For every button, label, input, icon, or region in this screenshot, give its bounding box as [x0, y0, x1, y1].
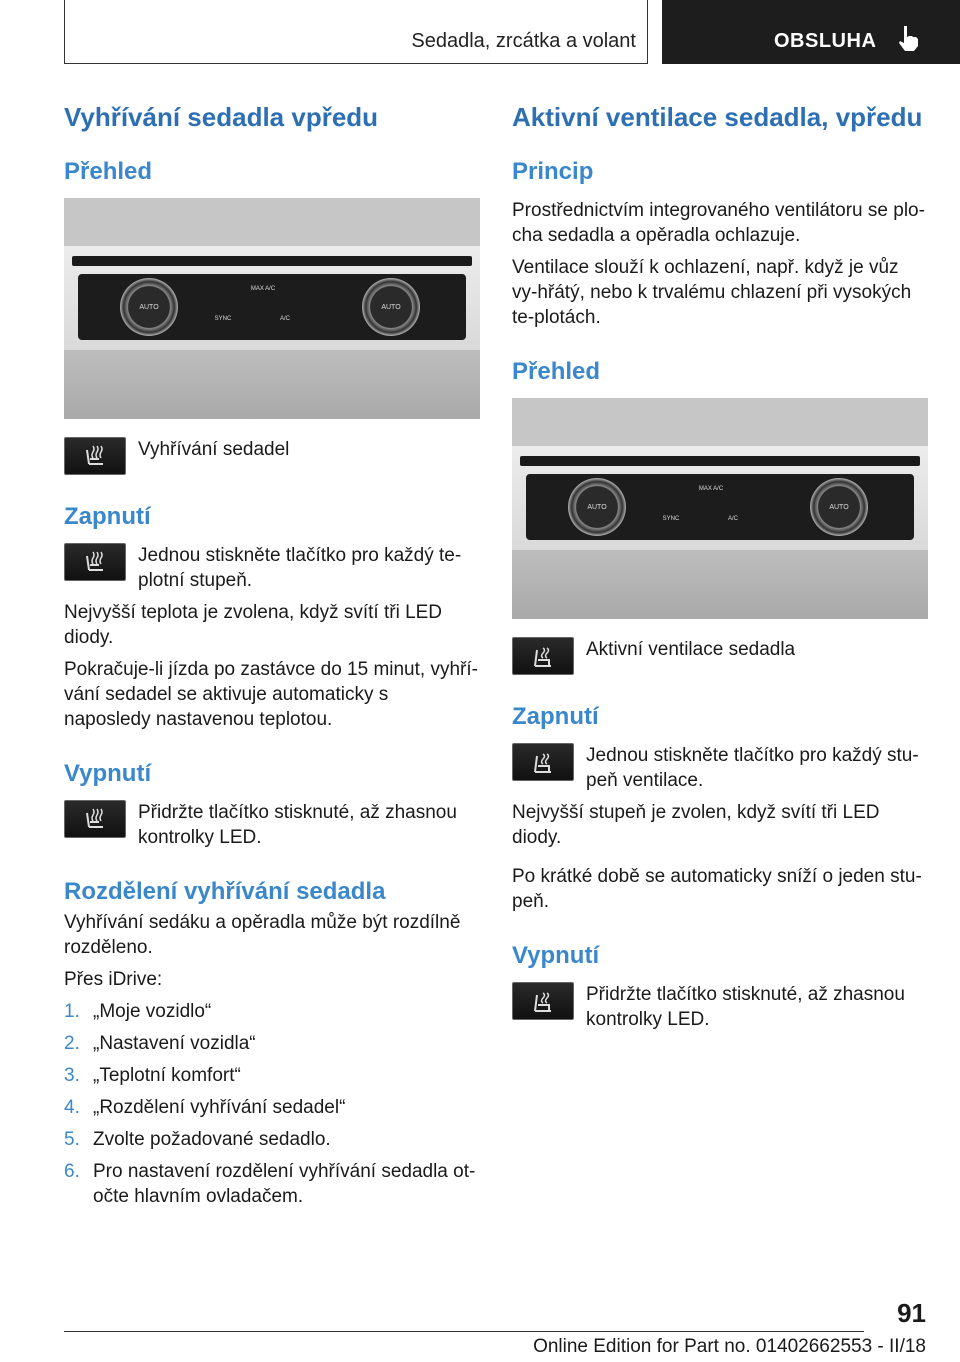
principle-text-2: Ventilace slouží k ochlazení, např. když je vůz vy-hřátý, nebo k trvalému chlazení při vysokých te-plotách. [512, 257, 912, 328]
list-item: 3. „Teplotní komfort“ [64, 1065, 241, 1086]
seat-ventilation-button[interactable] [512, 637, 574, 675]
overview-heading: Přehled [64, 158, 153, 185]
sync-label: SYNC [214, 316, 232, 322]
switch-off-instruction: Přidržte tlačítko stisknuté, až zhasnou kontrolky LED. [586, 984, 905, 1030]
hand-pointer-icon [896, 24, 922, 52]
idrive-steps [64, 999, 480, 1209]
maxac-label: MAX A/C [250, 286, 276, 292]
switch-on-instruction: Jednou stiskněte tlačítko pro každý te-plotní stupeň. [138, 545, 462, 591]
seat-heating-icon [81, 805, 109, 833]
switch-on-note-1: Nejvyšší teplota je zvolena, když svítí tři LED diody. [64, 602, 443, 648]
knob-label-right: AUTO [829, 504, 849, 511]
right-column [512, 100, 928, 1039]
seat-heating-button-on[interactable] [64, 543, 126, 581]
climate-panel-photo [512, 398, 928, 619]
seat-heating-icon [81, 442, 109, 470]
seat-ventilation-button-on[interactable] [512, 743, 574, 781]
list-item: 2. „Nastavení vozidla“ [64, 1033, 256, 1054]
seat-ventilation-button-off[interactable] [512, 982, 574, 1020]
seat-ventilation-icon [529, 642, 557, 670]
switch-off-instruction: Přidržte tlačítko stisknuté, až zhasnou kontrolky LED. [138, 802, 457, 848]
switch-off-heading: Vypnutí [64, 760, 152, 787]
list-item: 4. „Rozdělení vyhřívání sedadel“ [64, 1097, 346, 1118]
knob-label-left: AUTO [139, 304, 159, 311]
ac-label: A/C [279, 316, 290, 322]
left-column [64, 100, 480, 1216]
seat-ventilation-icon [529, 987, 557, 1015]
footer-divider [64, 1331, 864, 1332]
page-number: 91 [897, 1298, 926, 1328]
chapter-tab[interactable] [662, 0, 960, 64]
ac-label: A/C [727, 516, 738, 522]
caption-seat-heating: Vyhřívání sedadel [138, 439, 290, 460]
caption-seat-ventilation: Aktivní ventilace sedadla [586, 639, 796, 660]
section-heading-seat-heating: Vyhřívání sedadla vpředu [64, 102, 379, 132]
principle-heading: Princip [512, 158, 594, 185]
chapter-tab-label: OBSLUHA [774, 30, 877, 52]
seat-heating-icon [81, 548, 109, 576]
seat-heating-button-off[interactable] [64, 800, 126, 838]
list-item: 5. Zvolte požadované sedadlo. [64, 1129, 331, 1150]
switch-on-instruction: Jednou stiskněte tlačítko pro každý stu-peň ventilace. [586, 745, 919, 791]
overview-heading: Přehled [512, 358, 601, 385]
switch-on-heading: Zapnutí [512, 703, 599, 730]
switch-on-note-1: Nejvyšší stupeň je zvolen, když svítí tři LED diody. [512, 802, 880, 848]
seat-heating-button[interactable] [64, 437, 126, 475]
list-item: 6. Pro nastavení rozdělení vyhřívání sedadla ot-očte hlavním ovladačem. [64, 1161, 476, 1207]
distribution-heading: Rozdělení vyhřívání sedadla [64, 878, 386, 905]
principle-text-1: Prostřednictvím integrovaného ventilátoru se plo-cha sedadla a opěradla ochlazuje. [512, 200, 925, 246]
switch-on-note-2: Pokračuje-li jízda po zastávce do 15 minut, vyhří-vání sedadel se aktivuje automaticky s naposledy nastavenou teplotou. [64, 659, 478, 730]
section-title: Sedadla, zrcátka a volant [411, 30, 636, 52]
switch-on-heading: Zapnutí [64, 503, 151, 530]
maxac-label: MAX A/C [698, 486, 724, 492]
footer-edition: Online Edition for Part no. 01402662553 - II/18 [533, 1336, 926, 1357]
switch-off-heading: Vypnutí [512, 942, 600, 969]
knob-label-right: AUTO [381, 304, 401, 311]
distribution-text: Vyhřívání sedáku a opěradla může být rozdílně rozděleno. [64, 912, 461, 958]
section-heading-seat-ventilation: Aktivní ventilace sedadla, vpředu [512, 102, 923, 132]
climate-panel-photo [64, 198, 480, 419]
knob-label-left: AUTO [587, 504, 607, 511]
idrive-intro: Přes iDrive: [64, 969, 163, 990]
switch-on-note-2: Po krátké době se automaticky sníží o jeden stu-peň. [512, 866, 922, 912]
list-item: 1. „Moje vozidlo“ [64, 1001, 212, 1022]
sync-label: SYNC [662, 516, 680, 522]
seat-ventilation-icon [529, 748, 557, 776]
